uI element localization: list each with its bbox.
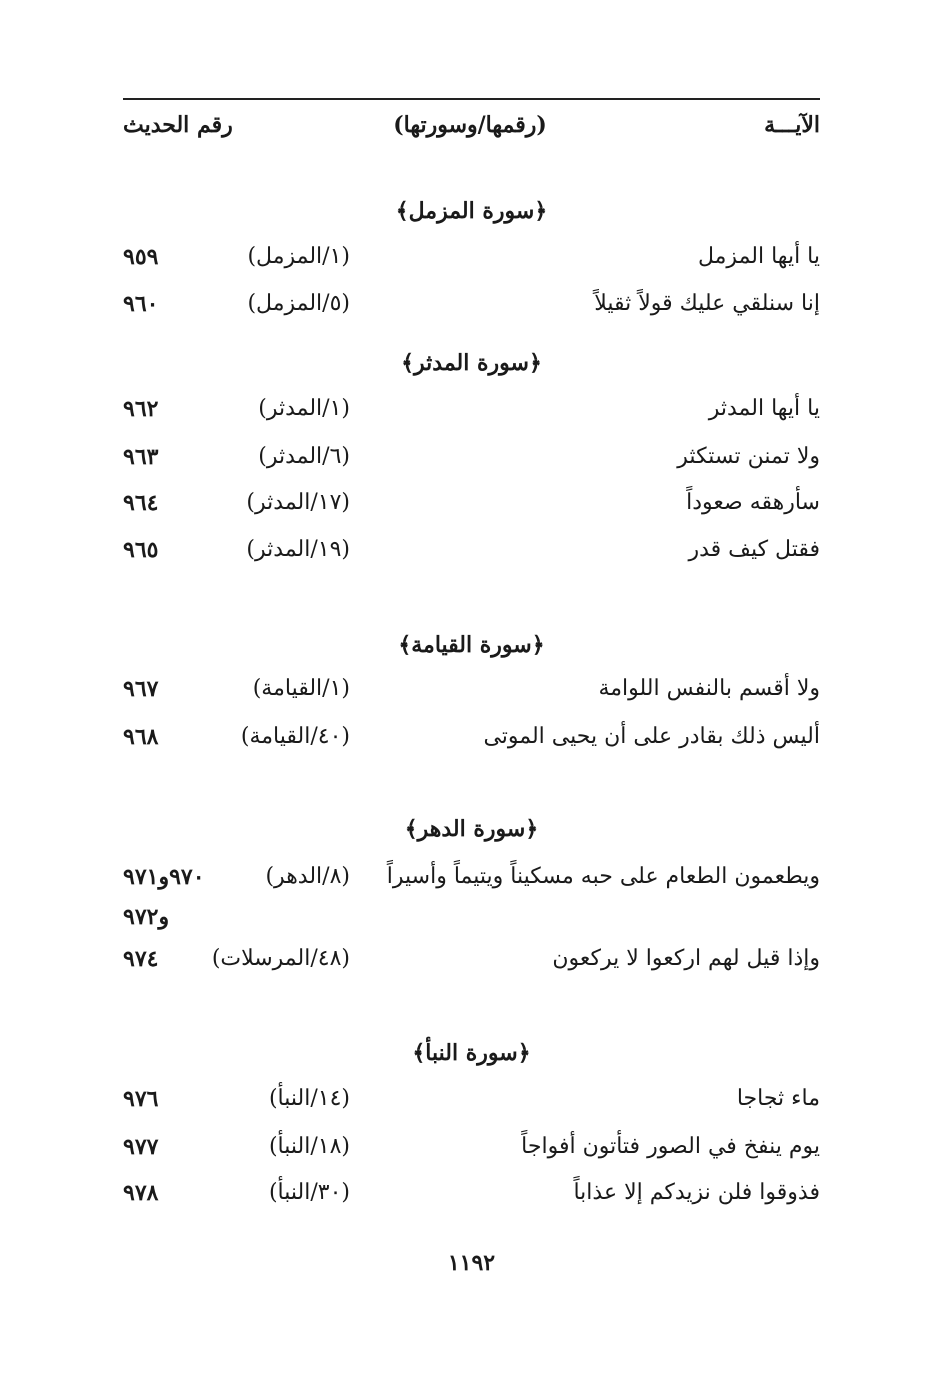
index-row	[123, 946, 820, 986]
index-row	[123, 490, 820, 530]
ayah-text: يوم ينفخ في الصور فتأتون أفواجاً	[521, 1134, 820, 1159]
ayah-text: سأرهقه صعوداً	[686, 490, 820, 515]
ayah-reference: (١/المدثر)	[258, 396, 350, 421]
hadith-number: ٩٦٥	[123, 537, 159, 563]
ayah-reference: (٤٨/المرسلات)	[211, 946, 350, 971]
page-number: ١١٩٢	[447, 1250, 496, 1276]
hadith-number: ٩٧٦	[123, 1086, 159, 1112]
hadith-number: ٩٦٢	[123, 396, 159, 422]
ayah-text: فقتل كيف قدر	[688, 537, 820, 562]
surah-title: ﴿سورة النبأ﴾	[412, 1040, 531, 1066]
ayah-reference: (١/القيامة)	[252, 676, 350, 701]
column-header	[123, 112, 820, 152]
hadith-number: ٩٥٩	[123, 244, 159, 270]
index-row	[123, 1134, 820, 1174]
ayah-text: ويطعمون الطعام على حبه مسكيناً ويتيماً وأسيراً	[386, 864, 820, 889]
ayah-text: إنا سنلقي عليك قولاً ثقيلاً	[594, 291, 820, 316]
hadith-number: ٩٦٤	[123, 490, 159, 516]
index-row	[123, 244, 820, 284]
index-row	[123, 676, 820, 716]
hadith-number: ٩٧٤	[123, 946, 159, 972]
ayah-text: ولا تمنن تستكثر	[677, 444, 820, 469]
index-row	[123, 444, 820, 484]
index-row	[123, 1180, 820, 1220]
ayah-text: فذوقوا فلن نزيدكم إلا عذاباً	[573, 1180, 820, 1205]
index-row	[123, 1086, 820, 1126]
ayah-text: ولا أقسم بالنفس اللوامة	[598, 676, 820, 701]
ayah-reference: (٥/المزمل)	[247, 291, 350, 316]
header-hadith-number: رقم الحديث	[123, 112, 233, 138]
hadith-number: ٩٦٧	[123, 676, 159, 702]
hadith-number: ٩٧٨	[123, 1180, 159, 1206]
index-page	[123, 0, 820, 1383]
hadith-number: ٩٦٨	[123, 724, 159, 750]
header-rule	[123, 98, 820, 100]
ayah-text: يا أيها المزمل	[697, 244, 820, 269]
surah-title: ﴿سورة المزمل﴾	[395, 198, 548, 224]
ayah-reference: (٤٠/القيامة)	[240, 724, 350, 749]
index-row	[123, 537, 820, 577]
ayah-reference: (٨/الدهر)	[265, 864, 350, 889]
ayah-reference: (٣٠/النبأ)	[268, 1180, 350, 1205]
hadith-number: ٩٦٠	[123, 291, 159, 317]
hadith-number: ٩٦٣	[123, 444, 159, 470]
surah-title: ﴿سورة القيامة﴾	[398, 632, 545, 658]
surah-title: ﴿سورة الدهر﴾	[404, 816, 539, 842]
ayah-reference: (١٤/النبأ)	[268, 1086, 350, 1111]
index-row	[123, 864, 820, 904]
ayah-text: وإذا قيل لهم اركعوا لا يركعون	[552, 946, 820, 971]
ayah-reference: (١/المزمل)	[247, 244, 350, 269]
header-reference: (رقمها/وسورتها)	[393, 112, 547, 138]
index-row	[123, 724, 820, 764]
header-ayah: الآيـــة	[764, 112, 820, 138]
ayah-text: أليس ذلك بقادر على أن يحيى الموتى	[483, 724, 820, 749]
ayah-reference: (١٨/النبأ)	[268, 1134, 350, 1159]
ayah-reference: (٦/المدثر)	[258, 444, 350, 469]
index-row	[123, 396, 820, 436]
hadith-number: ٩٧٠و٩٧١	[123, 864, 205, 890]
surah-title: ﴿سورة المدثر﴾	[401, 350, 542, 376]
index-row	[123, 291, 820, 331]
ayah-reference: (١٩/المدثر)	[246, 537, 350, 562]
hadith-number-continuation: و٩٧٢	[123, 904, 170, 930]
ayah-text: يا أيها المدثر	[708, 396, 820, 421]
ayah-text: ماء ثجاجا	[736, 1086, 820, 1111]
hadith-number: ٩٧٧	[123, 1134, 159, 1160]
ayah-reference: (١٧/المدثر)	[246, 490, 350, 515]
